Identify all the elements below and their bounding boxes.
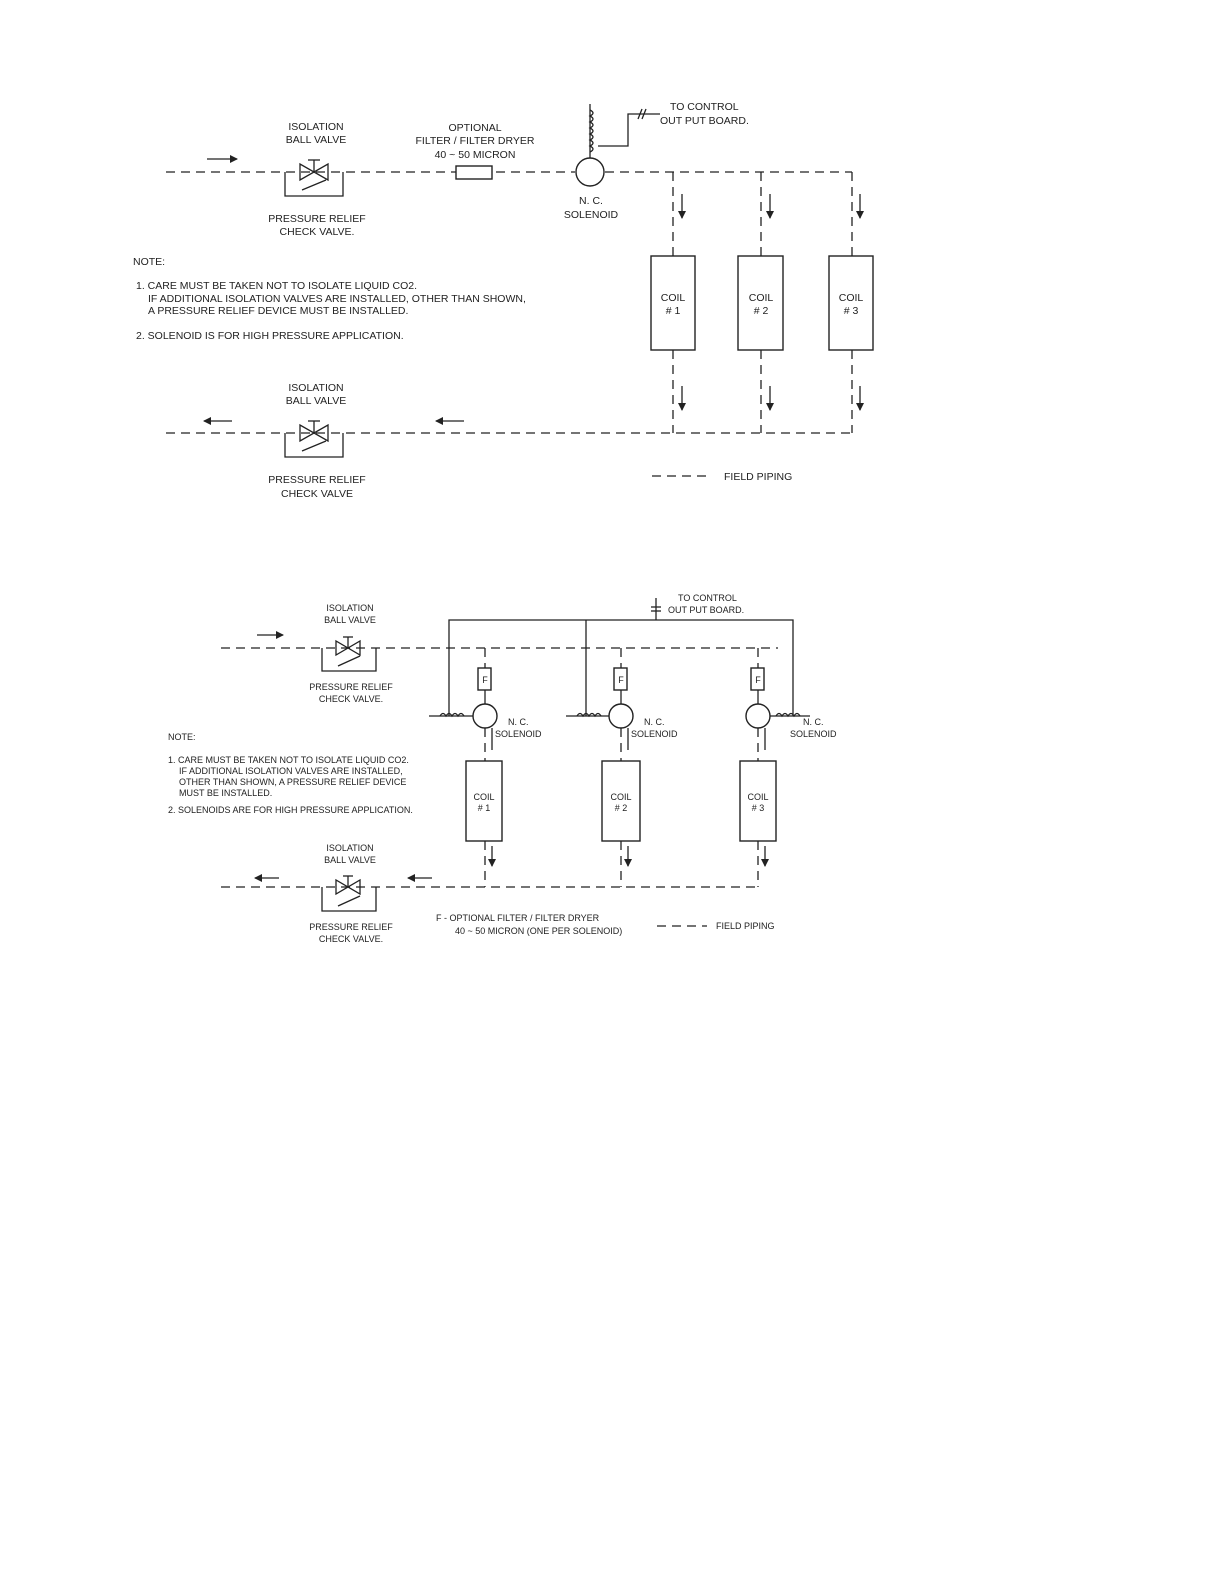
coil-1-number: # 1 [477,803,491,813]
coil-branch-2 [738,172,783,433]
relief-label-line2: CHECK VALVE. [318,694,384,704]
note-title: NOTE: [133,256,166,268]
solenoid-2-label-line1: N. C. [644,717,665,727]
isolation-label-line1: ISOLATION [326,603,374,613]
isolation-ball-valve-in [322,637,376,671]
filter-2-tag: F [618,675,624,685]
solenoid-3-label-line1: N. C. [803,717,824,727]
filter-note-line2: 40 ~ 50 MICRON (ONE PER SOLENOID) [455,926,623,936]
relief-label-line1: PRESSURE RELIEF [309,682,393,692]
solenoid-label-line2: SOLENOID [563,209,619,221]
note-1-line3: A PRESSURE RELIEF DEVICE MUST BE INSTALLED. [148,305,409,317]
coil-2-number: # 2 [614,803,628,813]
isolation-out-line2: BALL VALVE [324,855,376,865]
solenoid-2 [609,704,633,728]
isolation-label-line2: BALL VALVE [285,134,347,146]
note-1-line3: OTHER THAN SHOWN, A PRESSURE RELIEF DEVICE [179,777,407,787]
legend-label: FIELD PIPING [716,921,775,931]
coil-2-label: COIL [610,792,632,802]
isolation-ball-valve-in [285,160,343,196]
relief-out-line1: PRESSURE RELIEF [309,922,393,932]
coil-1-label: COIL [660,292,686,304]
note-1-line1: 1. CARE MUST BE TAKEN NOT TO ISOLATE LIQUID CO2. [168,755,409,765]
note-1-line2: IF ADDITIONAL ISOLATION VALVES ARE INSTALLED, OTHER THAN SHOWN, [148,293,526,305]
solenoid-1-label-line2: SOLENOID [495,729,542,739]
coil-branch-1 [651,172,695,433]
filter-1-tag: F [482,675,488,685]
legend-label: FIELD PIPING [724,471,793,483]
diagram-multi-solenoid [168,593,837,944]
solenoid-branch-1 [429,648,542,887]
control-wire [598,114,660,146]
coil-1-label: COIL [473,792,495,802]
isolation-out-line2: BALL VALVE [285,395,347,407]
control-label-line2: OUT PUT BOARD. [660,115,749,127]
note-2: 2. SOLENOIDS ARE FOR HIGH PRESSURE APPLICATION. [168,805,413,815]
diagram-single-solenoid [133,101,873,500]
relief-label-line2: CHECK VALVE. [279,226,355,238]
note-title: NOTE: [168,732,196,742]
coil-3-label: COIL [838,292,864,304]
filter-note-line1: F - OPTIONAL FILTER / FILTER DRYER [436,913,600,923]
note-1-line1: 1. CARE MUST BE TAKEN NOT TO ISOLATE LIQUID CO2. [136,280,418,292]
solenoid-2-label-line2: SOLENOID [631,729,678,739]
coil-2-label: COIL [748,292,774,304]
relief-out-line2: CHECK VALVE. [318,934,384,944]
filter-3-tag: F [755,675,761,685]
isolation-ball-valve-out [322,876,376,911]
solenoid-1-label-line1: N. C. [508,717,529,727]
note-1-line4: MUST BE INSTALLED. [179,788,273,798]
isolation-label-line1: ISOLATION [288,121,344,133]
solenoid-label-line1: N. C. [579,195,603,207]
note-2: 2. SOLENOID IS FOR HIGH PRESSURE APPLICATION. [136,330,404,342]
control-label-line2: OUT PUT BOARD. [668,605,745,615]
solenoid-branch-3 [740,648,837,887]
solenoid-valve [576,158,604,186]
relief-out-line2: CHECK VALVE [281,488,353,500]
coil-1-number: # 1 [665,305,681,317]
control-label-line1: TO CONTROL [670,101,739,113]
relief-out-line1: PRESSURE RELIEF [268,474,366,486]
solenoid-branch-2 [566,648,678,887]
filter-label-line1: OPTIONAL [448,122,502,134]
isolation-ball-valve-out [285,421,343,457]
coil-2-number: # 2 [753,305,769,317]
isolation-label-line2: BALL VALVE [324,615,376,625]
isolation-out-line1: ISOLATION [288,382,344,394]
coil-3-label: COIL [747,792,769,802]
solenoid-3-label-line2: SOLENOID [790,729,837,739]
filter-dryer [456,166,492,179]
filter-label-line3: 40 ~ 50 MICRON [434,149,516,161]
coil-branch-3 [829,172,873,433]
note-1-line2: IF ADDITIONAL ISOLATION VALVES ARE INSTALLED, [179,766,403,776]
solenoid-1 [473,704,497,728]
filter-label-line2: FILTER / FILTER DRYER [415,135,535,147]
coil-3-number: # 3 [751,803,765,813]
isolation-out-line1: ISOLATION [326,843,374,853]
solenoid-3 [746,704,770,728]
coil-3-number: # 3 [843,305,859,317]
relief-label-line1: PRESSURE RELIEF [268,213,366,225]
control-label-line1: TO CONTROL [678,593,737,603]
